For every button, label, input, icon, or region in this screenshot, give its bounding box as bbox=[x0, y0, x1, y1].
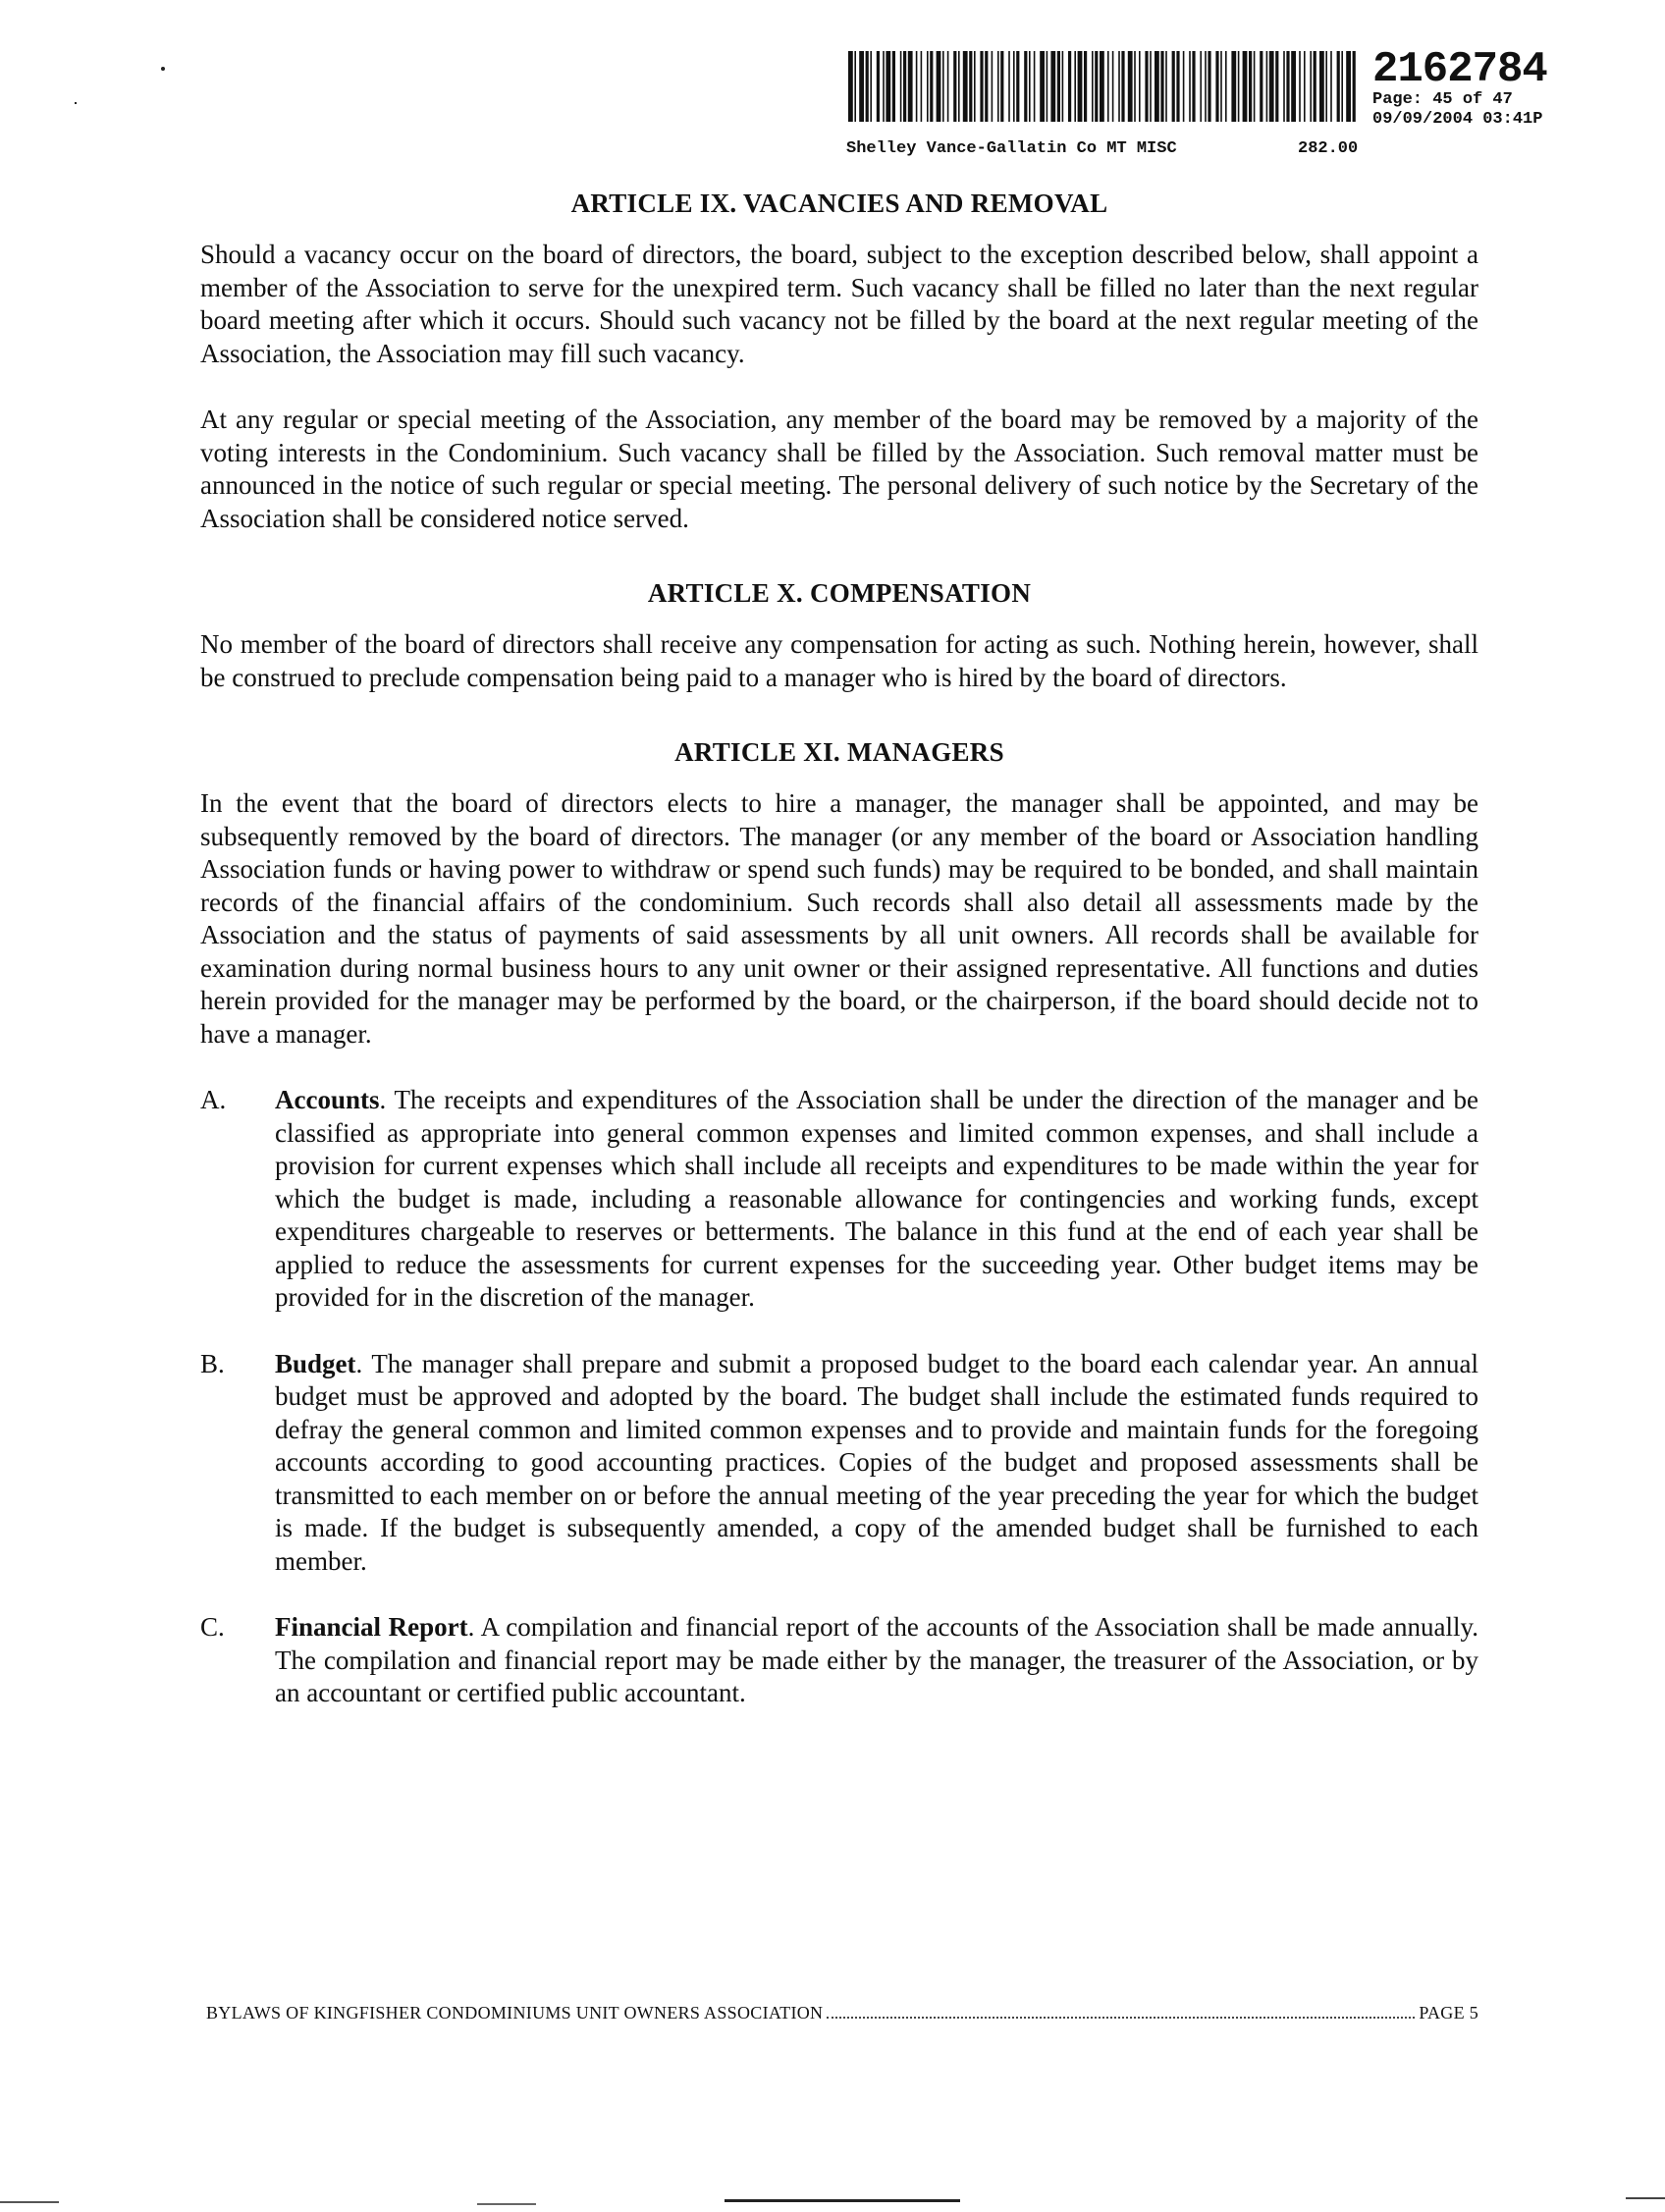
item-title: Accounts bbox=[275, 1085, 380, 1114]
barcode-bar bbox=[1092, 51, 1094, 122]
barcode-bar bbox=[1165, 51, 1167, 122]
barcode-bar bbox=[1134, 51, 1136, 122]
dot-leader bbox=[827, 2017, 1415, 2019]
barcode-bar bbox=[1291, 51, 1296, 122]
barcode-bar bbox=[1057, 51, 1060, 122]
barcode-bar bbox=[1192, 51, 1195, 122]
scan-edge-line bbox=[477, 2203, 536, 2205]
barcode-bar bbox=[937, 51, 941, 122]
barcode-bar bbox=[1304, 51, 1306, 122]
scan-edge-line bbox=[1626, 2197, 1665, 2199]
barcode-bar bbox=[1160, 51, 1163, 122]
item-title: Financial Report bbox=[275, 1612, 468, 1642]
barcode-bar bbox=[947, 51, 949, 122]
barcode-bar bbox=[886, 51, 890, 122]
item-text bbox=[275, 1611, 1478, 1710]
barcode-bar bbox=[848, 51, 853, 122]
paragraph: In the event that the board of directors elects to hire a manager, the manager shall be appointed, and may be subsequently removed by the board of directors. The manager (or any member of the board or Association handling Association funds or having power to withdraw or spend such funds) may be required to be bonded, and shall maintain records of the financial affairs of the condominium. Such records shall also detail all assessments made by the Association and the status of payments of said assessments by all unit owners. All records shall be available for examination during normal business hours to any unit owner or their assigned representative. All functions and duties herein provided for the manager may be performed by the board, or the chairperson, if the board should decide not to have a manager. bbox=[200, 788, 1478, 1049]
barcode-bar bbox=[916, 51, 918, 122]
barcode-bar bbox=[1310, 51, 1312, 122]
article-ix bbox=[200, 189, 1478, 535]
barcode-bar bbox=[1299, 51, 1301, 122]
page-count: Page: 45 of 47 bbox=[1372, 90, 1513, 109]
item-body: . The manager shall prepare and submit a proposed budget to the board each calendar year. An annual budget must be approved and adopted by the board. The budget shall include the estimated funds required to defray the general common and limited common expenses and to provide and maintain funds for the foregoing accounts according to good accounting practices. Copies of the budget and proposed assessments shall be transmitted to each member on or before the annual meeting of the year preceding the year for which the budget is made. If the budget is subsequently amended, a copy of the amended budget shall be furnished to each member. bbox=[275, 1348, 1478, 1576]
barcode-bar bbox=[1314, 51, 1316, 122]
barcode-bar bbox=[1254, 51, 1256, 122]
barcode-bar bbox=[992, 51, 994, 122]
barcode-bar bbox=[1139, 51, 1141, 122]
barcode-bar bbox=[866, 51, 869, 122]
barcode-bar bbox=[1243, 51, 1248, 122]
item-body: . A compilation and financial report of the accounts of the Association shall be made annually. The compilation and financial report may be made either by the manager, the treasurer of the Association, or by an accountant or certified public accountant. bbox=[275, 1612, 1478, 1707]
barcode-bar bbox=[1000, 51, 1003, 122]
scan-edge-line bbox=[0, 2201, 59, 2203]
item-text bbox=[275, 1348, 1478, 1579]
barcode-bar bbox=[1040, 51, 1045, 122]
barcode-bar bbox=[930, 51, 933, 122]
barcode-bar bbox=[903, 51, 906, 122]
barcode-bar bbox=[1128, 51, 1133, 122]
paragraph: Should a vacancy occur on the board of directors, the board, subject to the exception described below, shall appoint a member of the Association to serve for the unexpired term. Such vacancy shall be filled no later than the next regular board meeting after which it occurs. Should such vacancy not be filled by the board at the next regular meeting of the Association, the Association may fill such vacancy. bbox=[200, 240, 1478, 368]
barcode-bar bbox=[963, 51, 968, 122]
barcode-bar bbox=[883, 51, 885, 122]
article-heading: ARTICLE IX. VACANCIES AND REMOVAL bbox=[570, 189, 1108, 218]
recorded-date: 09/09/2004 03:41P bbox=[1372, 110, 1543, 129]
article-xi bbox=[200, 737, 1478, 1710]
barcode-bar bbox=[980, 51, 983, 122]
barcode-bar bbox=[1013, 51, 1015, 122]
barcode-bar bbox=[1024, 51, 1027, 122]
barcode-bar bbox=[958, 51, 960, 122]
barcode-bar bbox=[1121, 51, 1124, 122]
item-letter: B. bbox=[200, 1348, 225, 1378]
barcode-bar bbox=[985, 51, 988, 122]
barcode-bar bbox=[953, 51, 956, 122]
barcode-bar bbox=[1145, 51, 1148, 122]
barcode-bar bbox=[1231, 51, 1236, 122]
footer-title: BYLAWS OF KINGFISHER CONDOMINIUMS UNIT OWNERS ASSOCIATION bbox=[206, 2003, 824, 2023]
barcode bbox=[846, 51, 1357, 122]
barcode-bar bbox=[1200, 51, 1202, 122]
barcode-bar bbox=[1176, 51, 1179, 122]
barcode-bar bbox=[1062, 51, 1064, 122]
barcode-bar bbox=[1208, 51, 1210, 122]
barcode-bar bbox=[1029, 51, 1031, 122]
barcode-bar bbox=[1330, 51, 1332, 122]
document-number: 2162784 bbox=[1372, 45, 1547, 94]
barcode-bar bbox=[1215, 51, 1218, 122]
barcode-bar bbox=[1341, 51, 1343, 122]
barcode-bar bbox=[997, 51, 999, 122]
barcode-bar bbox=[870, 51, 872, 122]
barcode-bar bbox=[927, 51, 929, 122]
barcode-bar bbox=[1266, 51, 1268, 122]
barcode-bar bbox=[1189, 51, 1191, 122]
barcode-bar bbox=[1155, 51, 1159, 122]
barcode-bar bbox=[1112, 51, 1114, 122]
barcode-bar bbox=[921, 51, 923, 122]
barcode-bar bbox=[1034, 51, 1036, 122]
barcode-bar bbox=[1205, 51, 1207, 122]
barcode-bar bbox=[1074, 51, 1076, 122]
item-letter: A. bbox=[200, 1085, 227, 1114]
barcode-bar bbox=[1353, 51, 1356, 122]
barcode-bar bbox=[1016, 51, 1019, 122]
item-letter: C. bbox=[200, 1612, 225, 1642]
barcode-bar bbox=[1008, 51, 1010, 122]
barcode-bar bbox=[1095, 51, 1098, 122]
barcode-bar bbox=[1283, 51, 1285, 122]
document-body bbox=[200, 189, 1478, 1744]
barcode-bar bbox=[969, 51, 972, 122]
barcode-bar bbox=[1286, 51, 1289, 122]
paragraph: At any regular or special meeting of the Association, any member of the board may be removed by a majority of the voting interests in the Condominium. Such vacancy shall be filled by the Association. Such removal matter must be announced in the notice of such regular or special meeting. The personal delivery of such notice by the Secretary of the Association shall be considered notice served. bbox=[200, 405, 1478, 533]
scan-speck bbox=[75, 102, 77, 104]
article-x bbox=[200, 578, 1478, 694]
item-title: Budget bbox=[275, 1348, 356, 1378]
item-text bbox=[275, 1084, 1478, 1315]
barcode-bar bbox=[900, 51, 902, 122]
scan-speck bbox=[161, 67, 165, 71]
list-item-budget bbox=[200, 1348, 1478, 1579]
barcode-bar bbox=[974, 51, 976, 122]
barcode-bar bbox=[1269, 51, 1274, 122]
barcode-bar bbox=[1325, 51, 1327, 122]
barcode-bar bbox=[1220, 51, 1222, 122]
barcode-bar bbox=[1260, 51, 1262, 122]
list-item-accounts bbox=[200, 1084, 1478, 1315]
barcode-bar bbox=[1100, 51, 1104, 122]
barcode-bar bbox=[1118, 51, 1120, 122]
barcode-bar bbox=[1078, 51, 1083, 122]
barcode-bar bbox=[1047, 51, 1048, 122]
paragraph: No member of the board of directors shall receive any compensation for acting as such. Nothing herein, however, shall be construed to preclude compensation being paid to a manager who is hired by the board of directors. bbox=[200, 629, 1478, 692]
barcode-bar bbox=[1050, 51, 1055, 122]
barcode-bar bbox=[1275, 51, 1278, 122]
barcode-bar bbox=[1238, 51, 1240, 122]
barcode-bar bbox=[1183, 51, 1185, 122]
barcode-bar bbox=[1337, 51, 1340, 122]
barcode-bar bbox=[1319, 51, 1324, 122]
barcode-bar bbox=[1172, 51, 1175, 122]
barcode-bar bbox=[1150, 51, 1152, 122]
barcode-bar bbox=[1084, 51, 1087, 122]
barcode-bar bbox=[892, 51, 895, 122]
barcode-bar bbox=[1107, 51, 1109, 122]
recording-stamp bbox=[846, 45, 1553, 167]
barcode-bar bbox=[859, 51, 864, 122]
barcode-bar bbox=[942, 51, 944, 122]
barcode-bar bbox=[877, 51, 880, 122]
footer-page-number: PAGE 5 bbox=[1419, 2003, 1478, 2023]
scan-edge-line bbox=[725, 2199, 960, 2202]
barcode-bar bbox=[1225, 51, 1227, 122]
list-item-financial-report bbox=[200, 1611, 1478, 1710]
barcode-bar bbox=[1346, 51, 1351, 122]
barcode-bar bbox=[908, 51, 913, 122]
recording-fee: 282.00 bbox=[1298, 139, 1359, 158]
barcode-bar bbox=[1068, 51, 1071, 122]
barcode-bar bbox=[1249, 51, 1252, 122]
barcode-bar bbox=[854, 51, 856, 122]
recorder-name: Shelley Vance-Gallatin Co MT MISC bbox=[846, 139, 1177, 158]
item-body: . The receipts and expenditures of the Association shall be under the direction of the manager and be classified as appropriate into general common expenses and limited common expenses, and shall include a provision for current expenses which shall include all receipts and expenditures to be made within the year for which the budget is made, including a reasonable allowance for contingencies and working funds, except expenditures chargeable to reserves or betterments. The balance in this fund at the end of each year shall be applied to reduce the assessments for current expenses for the succeeding year. Other budget items may be provided for in the discretion of the manager. bbox=[275, 1085, 1478, 1312]
article-heading: ARTICLE XI. MANAGERS bbox=[674, 737, 1004, 767]
page-footer bbox=[206, 2003, 1478, 2023]
article-heading: ARTICLE X. COMPENSATION bbox=[647, 578, 1032, 608]
